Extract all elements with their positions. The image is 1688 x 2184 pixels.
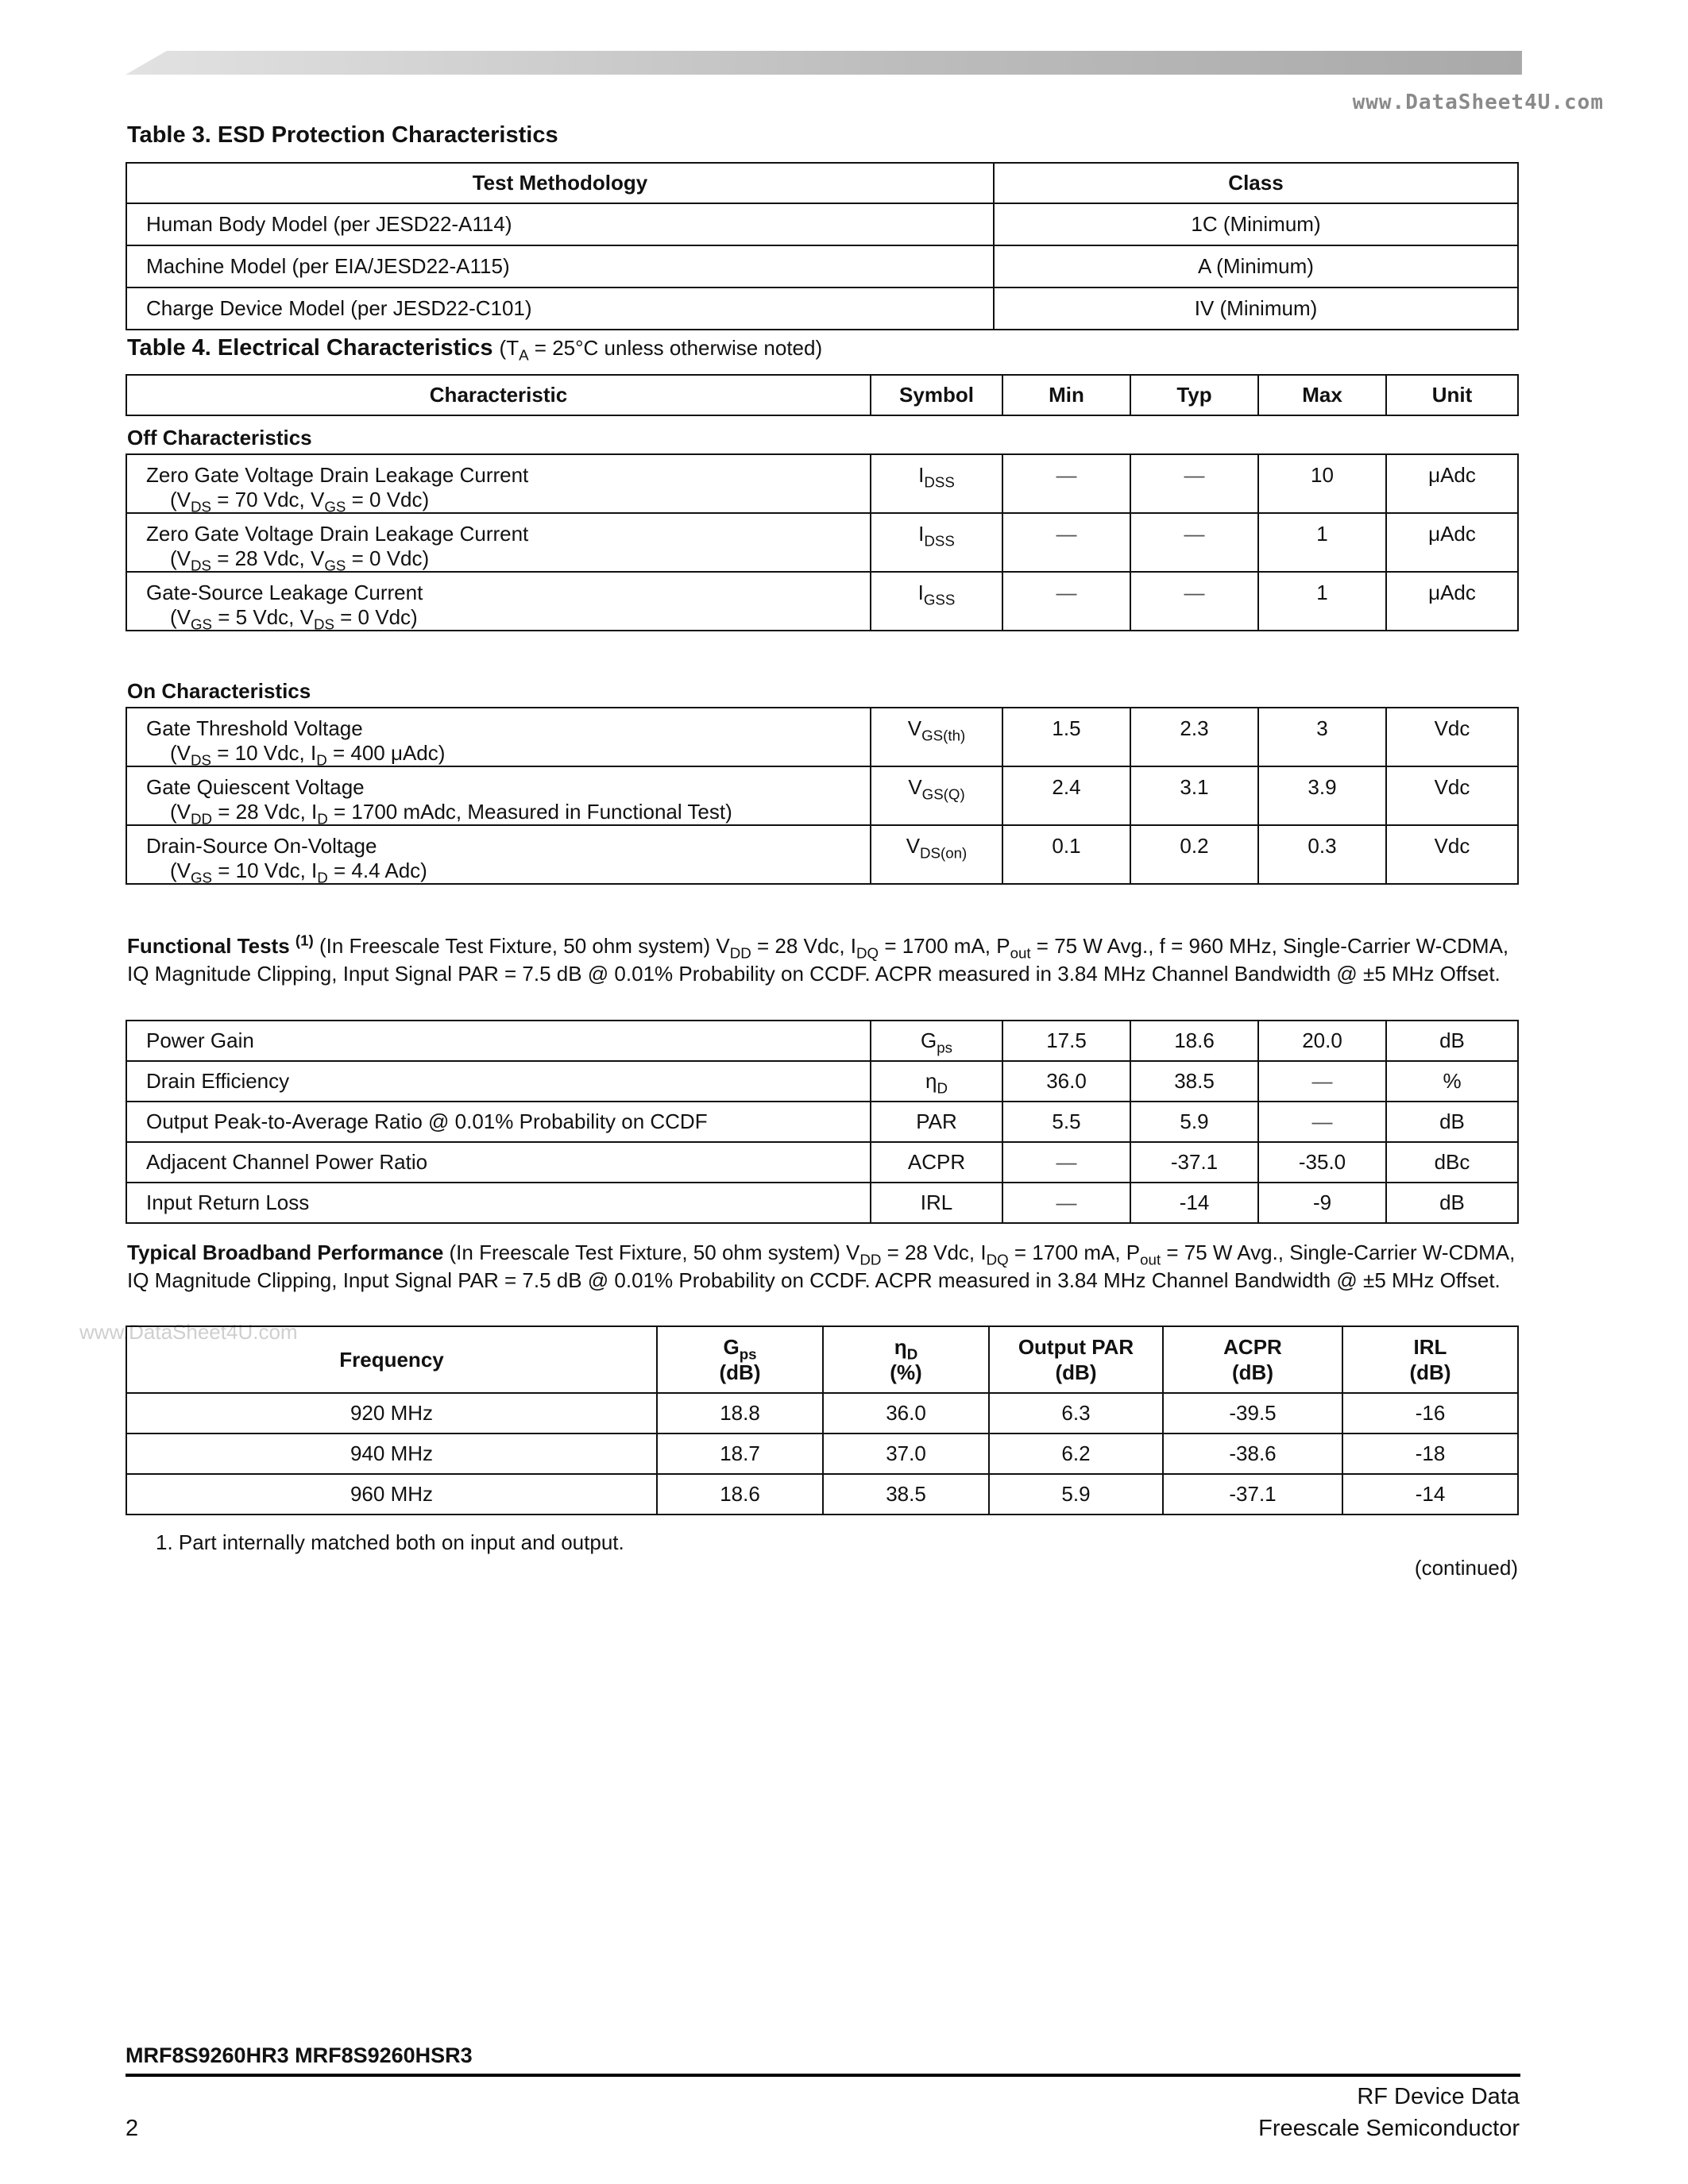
header-text: IRL (1413, 1335, 1447, 1359)
cell-max: -9 (1258, 1183, 1386, 1223)
cell-min: 17.5 (1002, 1021, 1130, 1061)
text-run: = 28 Vdc, I (881, 1241, 987, 1264)
functional-tests-paragraph (127, 932, 1525, 988)
text-run: = 1700 mAdc, Measured in Functional Test) (327, 800, 732, 824)
header-line2: (dB) (1055, 1360, 1097, 1384)
table-row (126, 572, 1518, 631)
header-line1 (824, 1334, 988, 1363)
cell-unit: % (1386, 1061, 1518, 1102)
table-row (126, 1061, 1518, 1102)
cell-method: Machine Model (per EIA/JESD22-A115) (126, 245, 994, 287)
cell-value: 38.5 (823, 1474, 989, 1515)
subscript: out (1140, 1251, 1161, 1268)
characteristic-name: Zero Gate Voltage Drain Leakage Current (146, 522, 529, 546)
text-run: = 10 Vdc, I (212, 859, 318, 882)
off-characteristics-label: Off Characteristics (127, 426, 312, 450)
subscript: DD (729, 944, 751, 962)
cell-characteristic: Input Return Loss (126, 1183, 871, 1223)
cell-min: — (1002, 454, 1130, 513)
text-run: = 0 Vdc) (334, 605, 418, 629)
header-line1 (1343, 1334, 1517, 1360)
part-number: MRF8S9260HR3 MRF8S9260HSR3 (126, 2043, 473, 2067)
cell-value: -39.5 (1163, 1393, 1342, 1433)
broadband-paragraph (127, 1239, 1525, 1295)
cell-symbol (871, 1021, 1002, 1061)
footer-company (1258, 2081, 1520, 2144)
cell-unit: dBc (1386, 1142, 1518, 1183)
header-subscript: ps (739, 1345, 757, 1363)
text-run: (In Freescale Test Fixture, 50 ohm system) V (443, 1241, 860, 1264)
header-min: Min (1002, 375, 1130, 415)
header-bar (126, 51, 1522, 75)
symbol-base: η (925, 1069, 937, 1093)
characteristic-condition (146, 859, 870, 886)
header-class: Class (994, 163, 1518, 203)
text-run: = 28 Vdc, V (211, 546, 325, 570)
watermark-mid: www.DataSheet4U.com (79, 1320, 298, 1344)
symbol-subscript: DS(on) (920, 844, 968, 862)
table-row (126, 287, 1518, 330)
cell-typ: — (1130, 572, 1258, 631)
cell-value: -18 (1342, 1433, 1518, 1474)
header-unit: Unit (1386, 375, 1518, 415)
text-run: (V (170, 741, 191, 765)
broadband-header (657, 1326, 823, 1393)
cell-characteristic (126, 825, 871, 884)
header-line2: (dB) (1409, 1360, 1451, 1384)
subscript: GS (324, 498, 346, 515)
table-row (126, 203, 1518, 245)
text-run: (In Freescale Test Fixture, 50 ohm system) V (313, 934, 730, 958)
header-symbol: Symbol (871, 375, 1002, 415)
table4-caption-note (499, 336, 823, 364)
text-run: = 1700 mA, P (1008, 1241, 1141, 1264)
cell-characteristic (126, 766, 871, 828)
symbol-base: I (918, 522, 925, 546)
cell-typ: — (1130, 513, 1258, 572)
cell-characteristic: Adjacent Channel Power Ratio (126, 1142, 871, 1183)
cell-unit: Vdc (1386, 708, 1518, 766)
cell-frequency: 920 MHz (126, 1393, 657, 1433)
cell-min: — (1002, 513, 1130, 572)
subscript: out (1010, 944, 1031, 962)
characteristic-condition (146, 488, 870, 515)
text-run: (V (170, 546, 191, 570)
cell-max: — (1258, 1061, 1386, 1102)
header-subscript: D (906, 1345, 918, 1363)
broadband-header-row (126, 1326, 1518, 1393)
esd-table (126, 162, 1519, 330)
cell-typ: -37.1 (1130, 1142, 1258, 1183)
cell-value: 37.0 (823, 1433, 989, 1474)
cell-min: 1.5 (1002, 708, 1130, 766)
table-row (126, 1393, 1518, 1433)
cell-max: 3 (1258, 708, 1386, 766)
footer-line1: RF Device Data (1357, 2084, 1520, 2109)
table4-caption (127, 335, 823, 364)
broadband-table (126, 1325, 1519, 1515)
cell-value: -38.6 (1163, 1433, 1342, 1474)
cell-characteristic (126, 454, 871, 513)
cell-unit: μAdc (1386, 454, 1518, 513)
characteristic-condition (146, 546, 870, 574)
cell-max: 1 (1258, 513, 1386, 572)
cell-symbol (871, 1061, 1002, 1102)
symbol-base: PAR (916, 1109, 957, 1133)
table4-header (126, 374, 1519, 416)
on-characteristics-table (126, 707, 1519, 885)
text-run: = 5 Vdc, V (212, 605, 314, 629)
footnote: 1. Part internally matched both on input and output. (156, 1530, 624, 1554)
table-row (126, 1433, 1518, 1474)
cell-symbol (871, 1102, 1002, 1142)
cell-value: 36.0 (823, 1393, 989, 1433)
cell-typ: 3.1 (1130, 766, 1258, 825)
subscript: DD (191, 810, 213, 828)
cell-unit: Vdc (1386, 825, 1518, 884)
subscript: DQ (856, 944, 879, 962)
cell-typ: 38.5 (1130, 1061, 1258, 1102)
functional-tests-label: Functional Tests $^{(1)}$ (127, 932, 314, 958)
cell-value: -16 (1342, 1393, 1518, 1433)
symbol-base: I (917, 581, 924, 604)
cell-min: — (1002, 1183, 1130, 1223)
text-run: = 75 W Avg., f = 960 MHz, Single-Carrier W-CDMA, IQ Magnitude Clipping, Input Signal PAR = 7.5 dB @ 0.01% Probability on CCDF. ACPR measured in 3.84 MHz Channel Bandwidth @ ±5 MHz Offset. (127, 934, 1509, 986)
table3-caption: Table 3. ESD Protection Characteristics (127, 122, 558, 148)
header-line1 (1164, 1334, 1342, 1360)
cell-value: -37.1 (1163, 1474, 1342, 1515)
subscript: D (316, 751, 327, 769)
header-line2: (dB) (719, 1360, 761, 1384)
cell-unit: μAdc (1386, 572, 1518, 631)
cell-max: 10 (1258, 454, 1386, 513)
broadband-header (126, 1326, 657, 1393)
text-run: (V (170, 488, 191, 511)
header-line1 (658, 1334, 822, 1363)
cell-characteristic (126, 572, 871, 631)
cell-characteristic: Drain Efficiency (126, 1061, 871, 1102)
cell-characteristic: Power Gain (126, 1021, 871, 1061)
footer-rule (126, 2074, 1520, 2077)
symbol-base: I (918, 463, 925, 487)
text-run: = 28 Vdc, I (751, 934, 857, 958)
symbol-base: IRL (920, 1190, 953, 1214)
text-run: = 0 Vdc) (346, 546, 430, 570)
table4-caption-title: Table 4. Electrical Characteristics (127, 335, 493, 361)
characteristic-name: Zero Gate Voltage Drain Leakage Current (146, 463, 529, 487)
table-row (126, 1474, 1518, 1515)
header-text: Output PAR (1018, 1335, 1134, 1359)
symbol-subscript: D (937, 1079, 948, 1097)
symbol-base: V (907, 716, 922, 740)
cell-symbol (871, 454, 1002, 513)
text-run: = 0 Vdc) (346, 488, 430, 511)
off-characteristics-table (126, 453, 1519, 631)
cell-value: 18.6 (657, 1474, 823, 1515)
cell-characteristic (126, 513, 871, 572)
footnote-ref: (1) (295, 932, 314, 949)
cell-min: 5.5 (1002, 1102, 1130, 1142)
text-run: = 70 Vdc, V (211, 488, 325, 511)
symbol-subscript: GSS (923, 591, 956, 608)
cell-unit: Vdc (1386, 766, 1518, 825)
header-max: Max (1258, 375, 1386, 415)
table-row (126, 513, 1518, 572)
broadband-header (1342, 1326, 1518, 1393)
characteristic-name: Gate-Source Leakage Current (146, 581, 423, 604)
table-row (126, 1183, 1518, 1223)
symbol-subscript: DSS (924, 473, 955, 491)
cell-class: 1C (Minimum) (994, 203, 1518, 245)
text-run: = 75 W Avg., Single-Carrier W-CDMA, IQ Magnitude Clipping, Input Signal PAR = 7.5 dB @ 0.01% Probability on CCDF. ACPR measured in 3.84 MHz Channel Bandwidth @ ±5 MHz Offset. (127, 1241, 1516, 1292)
cell-max: 0.3 (1258, 825, 1386, 884)
functional-tests-table (126, 1020, 1519, 1224)
table-row (126, 1021, 1518, 1061)
symbol-base: V (908, 775, 922, 799)
header-text: G (723, 1335, 740, 1359)
broadband-header (989, 1326, 1163, 1393)
note-post: = 25°C unless otherwise noted) (528, 336, 823, 360)
cell-characteristic (126, 708, 871, 769)
subscript: GS (191, 869, 213, 886)
cell-max: 20.0 (1258, 1021, 1386, 1061)
subscript: DS (191, 557, 211, 574)
table-row (126, 1142, 1518, 1183)
table-row (126, 245, 1518, 287)
text-run: = 28 Vdc, I (212, 800, 318, 824)
cell-frequency: 940 MHz (126, 1433, 657, 1474)
cell-symbol (871, 1142, 1002, 1183)
page-number: 2 (126, 2116, 139, 2141)
characteristic-name: Gate Quiescent Voltage (146, 775, 365, 799)
text-run: = 1700 mA, P (879, 934, 1010, 958)
cell-symbol (871, 572, 1002, 631)
cell-symbol (871, 513, 1002, 572)
cell-symbol (871, 1183, 1002, 1223)
text-run: = 10 Vdc, I (211, 741, 317, 765)
characteristic-name: Drain-Source On-Voltage (146, 834, 377, 858)
cell-value: 5.9 (989, 1474, 1163, 1515)
header-line2: Frequency (339, 1348, 444, 1372)
header-typ: Typ (1130, 375, 1258, 415)
characteristic-condition (146, 605, 870, 633)
symbol-base: G (921, 1028, 937, 1052)
cell-typ: -14 (1130, 1183, 1258, 1223)
cell-class: A (Minimum) (994, 245, 1518, 287)
text-run: = 400 μAdc) (326, 741, 446, 765)
characteristic-condition (146, 741, 870, 769)
subscript: GS (324, 557, 346, 574)
header-text: η (894, 1335, 907, 1359)
symbol-subscript: GS(Q) (921, 785, 965, 803)
subscript: D (317, 869, 328, 886)
cell-class: IV (Minimum) (994, 287, 1518, 330)
header-characteristic: Characteristic (126, 375, 871, 415)
header-line1 (990, 1334, 1162, 1360)
header-text: ACPR (1223, 1335, 1282, 1359)
subscript: GS (191, 615, 213, 633)
cell-symbol (871, 766, 1002, 825)
cell-min: — (1002, 572, 1130, 631)
cell-value: 18.8 (657, 1393, 823, 1433)
cell-min: 36.0 (1002, 1061, 1130, 1102)
note-pre: (T (499, 336, 520, 360)
broadband-label: Typical Broadband Performance (127, 1241, 444, 1264)
cell-frequency: 960 MHz (126, 1474, 657, 1515)
text-run: (V (170, 800, 191, 824)
subscript: DS (191, 751, 211, 769)
table-row (126, 454, 1518, 513)
cell-max: 1 (1258, 572, 1386, 631)
text-run: (V (170, 605, 191, 629)
cell-max: — (1258, 1102, 1386, 1142)
cell-method: Charge Device Model (per JESD22-C101) (126, 287, 994, 330)
cell-unit: μAdc (1386, 513, 1518, 572)
symbol-subscript: DSS (924, 532, 955, 550)
cell-min: 0.1 (1002, 825, 1130, 884)
cell-symbol (871, 708, 1002, 766)
characteristic-name: Gate Threshold Voltage (146, 716, 363, 740)
cell-typ: 2.3 (1130, 708, 1258, 766)
symbol-base: ACPR (907, 1150, 966, 1174)
footer-line2: Freescale Semiconductor (1258, 2116, 1520, 2141)
cell-unit: dB (1386, 1102, 1518, 1142)
table-row (126, 708, 1518, 766)
cell-min: 2.4 (1002, 766, 1130, 825)
symbol-subscript: ps (937, 1039, 952, 1056)
cell-typ: 18.6 (1130, 1021, 1258, 1061)
characteristic-condition (146, 800, 870, 828)
subscript: DQ (986, 1251, 1009, 1268)
header-line2: (dB) (1232, 1360, 1273, 1384)
symbol-base: V (906, 834, 921, 858)
subscript: DS (191, 498, 211, 515)
text-run: (V (170, 859, 191, 882)
table-row (126, 825, 1518, 884)
cell-typ: 0.2 (1130, 825, 1258, 884)
cell-symbol (871, 825, 1002, 884)
cell-value: -14 (1342, 1474, 1518, 1515)
cell-method: Human Body Model (per JESD22-A114) (126, 203, 994, 245)
text-run: = 4.4 Adc) (327, 859, 427, 882)
subscript: DD (859, 1251, 882, 1268)
cell-max: 3.9 (1258, 766, 1386, 825)
subscript: D (317, 810, 328, 828)
cell-value: 18.7 (657, 1433, 823, 1474)
continued-note: (continued) (1414, 1556, 1518, 1580)
cell-value: 6.2 (989, 1433, 1163, 1474)
cell-characteristic: Output Peak-to-Average Ratio @ 0.01% Probability on CCDF (126, 1102, 871, 1142)
header-test-methodology: Test Methodology (126, 163, 994, 203)
broadband-header (823, 1326, 989, 1393)
table-row (126, 766, 1518, 825)
on-characteristics-label: On Characteristics (127, 679, 311, 703)
table-row (126, 1102, 1518, 1142)
header-line2: (%) (890, 1360, 922, 1384)
broadband-header (1163, 1326, 1342, 1393)
cell-value: 6.3 (989, 1393, 1163, 1433)
subscript: DS (313, 615, 334, 633)
symbol-subscript: GS(th) (921, 727, 966, 744)
cell-min: — (1002, 1142, 1130, 1183)
cell-typ: — (1130, 454, 1258, 513)
cell-max: -35.0 (1258, 1142, 1386, 1183)
note-sub: A (519, 346, 529, 364)
cell-unit: dB (1386, 1183, 1518, 1223)
cell-typ: 5.9 (1130, 1102, 1258, 1142)
watermark-top: www.DataSheet4U.com (1352, 91, 1604, 114)
cell-unit: dB (1386, 1021, 1518, 1061)
